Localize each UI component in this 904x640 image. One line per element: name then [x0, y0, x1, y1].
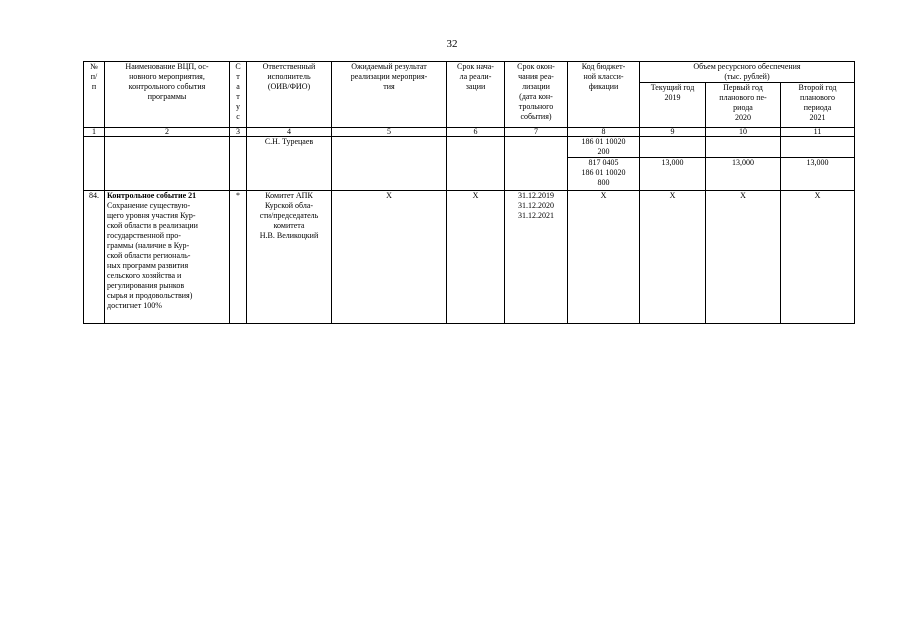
- budget-code: X: [568, 191, 640, 324]
- column-number: 2: [105, 128, 230, 137]
- empty-cell: [447, 137, 505, 191]
- column-number: 6: [447, 128, 505, 137]
- table-row: [84, 137, 855, 158]
- header-executor: Ответственный исполнитель (ОИВ/ФИО): [247, 62, 332, 128]
- header-name: Наименование ВЦП, ос- новного мероприятия, контрольного события программы: [105, 62, 230, 128]
- event-title: Контрольное событие 21: [107, 191, 197, 200]
- empty-cell: [640, 137, 706, 158]
- header-start: Срок нача- ла реали- зации: [447, 62, 505, 128]
- expected-result: X: [332, 191, 447, 324]
- event-executor: Комитет АПК Курской обла- сти/председатель комитета Н.В. Великоцкий: [247, 191, 332, 324]
- column-number: 5: [332, 128, 447, 137]
- event-name-cell: [105, 191, 230, 324]
- budget-code: 817 0405 186 01 10020 800: [568, 158, 640, 191]
- header-row: [84, 62, 855, 83]
- amount-2020: X: [706, 191, 781, 324]
- amount-2021: X: [781, 191, 855, 324]
- header-resource: Объем ресурсного обеспечения (тыс. рублей): [640, 62, 855, 83]
- column-number-row: [84, 128, 855, 137]
- header-num: № п/ п: [84, 62, 105, 128]
- header-budget-code: Код бюджет- ной класси- фикации: [568, 62, 640, 128]
- event-description: Сохранение существую- щего уровня участия Кур- ской области в реализации государственной про- граммы (наличие в Кур- ской области региональ- ных программ развития сельского хозяйства и регулирования рынков сырья и продовольствия) достигнет 100%: [107, 201, 198, 310]
- end-date: 31.12.2019 31.12.2020 31.12.2021: [505, 191, 568, 324]
- budget-code: 186 01 10020 200: [568, 137, 640, 158]
- status-mark: *: [230, 191, 247, 324]
- empty-cell: [332, 137, 447, 191]
- continuation-executor: С.Н. Турецаев: [247, 137, 332, 191]
- empty-cell: [84, 137, 105, 191]
- column-number: 8: [568, 128, 640, 137]
- amount-2019: 13,000: [640, 158, 706, 191]
- page-number: 32: [446, 38, 458, 50]
- column-number: 1: [84, 128, 105, 137]
- amount-2021: 13,000: [781, 158, 855, 191]
- empty-cell: [105, 137, 230, 191]
- column-number: 7: [505, 128, 568, 137]
- empty-cell: [505, 137, 568, 191]
- resource-plan-table: [83, 61, 855, 324]
- amount-2019: X: [640, 191, 706, 324]
- header-end: Срок окон- чания реа- лизации (дата кон- трольного события): [505, 62, 568, 128]
- header-result: Ожидаемый результат реализации мероприя- тия: [332, 62, 447, 128]
- empty-cell: [706, 137, 781, 158]
- column-number: 10: [706, 128, 781, 137]
- empty-cell: [230, 137, 247, 191]
- table-row: [84, 191, 855, 324]
- start-date: X: [447, 191, 505, 324]
- row-number: 84.: [84, 191, 105, 324]
- column-number: 4: [247, 128, 332, 137]
- amount-2020: 13,000: [706, 158, 781, 191]
- header-year-2020: Первый год планового пе- риода 2020: [706, 83, 781, 128]
- column-number: 9: [640, 128, 706, 137]
- column-number: 11: [781, 128, 855, 137]
- header-status: С т а т у с: [230, 62, 247, 128]
- header-year-2019: Текущий год 2019: [640, 83, 706, 128]
- header-year-2021: Второй год планового периода 2021: [781, 83, 855, 128]
- column-number: 3: [230, 128, 247, 137]
- empty-cell: [781, 137, 855, 158]
